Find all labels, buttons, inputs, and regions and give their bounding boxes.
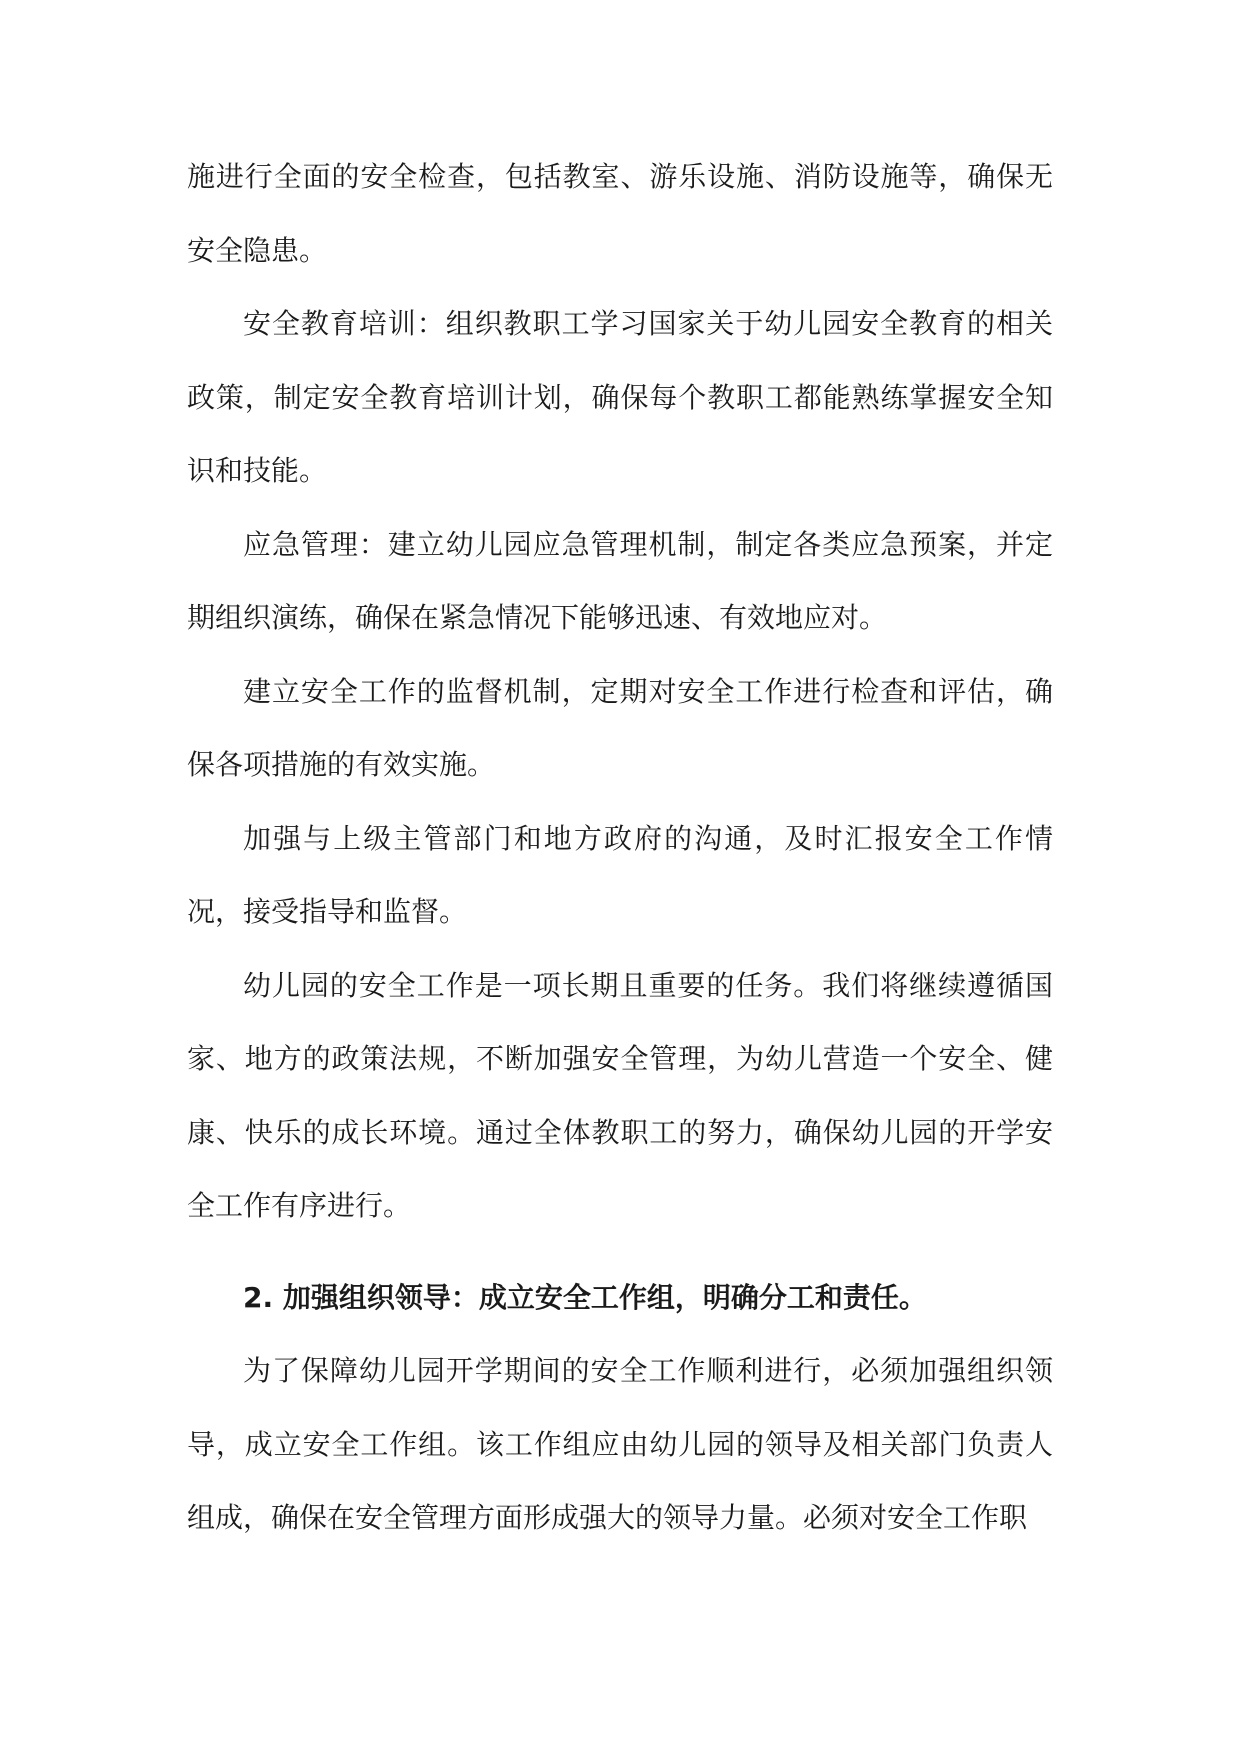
section-heading: 2. 加强组织领导：成立安全工作组，明确分工和责任。 [243, 1280, 927, 1314]
paragraph-emergency-management: 应急管理：建立幼儿园应急管理机制，制定各类应急预案，并定期组织演练，确保在紧急情况下能够迅速、有效地应对。 [187, 527, 1053, 634]
paragraph-supervision: 建立安全工作的监督机制，定期对安全工作进行检查和评估，确保各项措施的有效实施。 [187, 674, 1053, 781]
paragraph-continuation: 施进行全面的安全检查，包括教室、游乐设施、消防设施等，确保无安全隐患。 [187, 160, 1053, 267]
paragraph-safety-training: 安全教育培训：组织教职工学习国家关于幼儿园安全教育的相关政策，制定安全教育培训计划，确保每个教职工都能熟练掌握安全知识和技能。 [187, 307, 1053, 487]
paragraph-summary: 幼儿园的安全工作是一项长期且重要的任务。我们将继续遵循国家、地方的政策法规，不断加强安全管理，为幼儿营造一个安全、健康、快乐的成长环境。通过全体教职工的努力，确保幼儿园的开学安全工作有序进行。 [187, 968, 1053, 1222]
paragraph-communication: 加强与上级主管部门和地方政府的沟通，及时汇报安全工作情况，接受指导和监督。 [187, 821, 1053, 928]
document-body [187, 140, 1053, 1555]
paragraph-organization: 为了保障幼儿园开学期间的安全工作顺利进行，必须加强组织领导，成立安全工作组。该工作组应由幼儿园的领导及相关部门负责人组成，确保在安全管理方面形成强大的领导力量。必须对安全工作职 [187, 1354, 1053, 1534]
